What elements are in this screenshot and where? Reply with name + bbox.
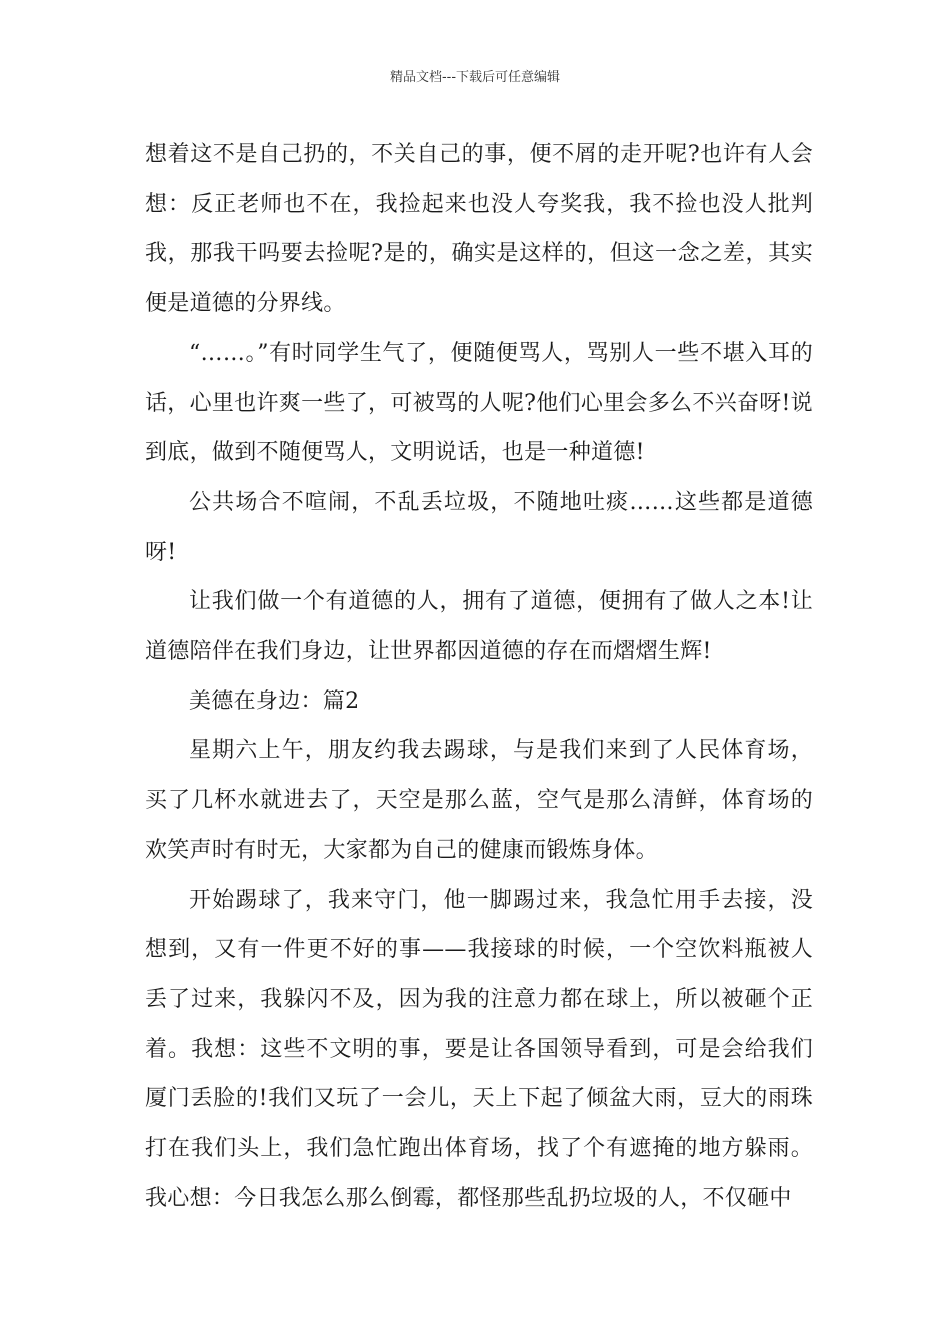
paragraph-3: 公共场合不喧闹，不乱丢垃圾，不随地吐痰……这些都是道德呀! bbox=[145, 489, 813, 565]
document-body bbox=[145, 130, 813, 1223]
section-heading: 美德在身边：篇2 bbox=[189, 688, 360, 714]
paragraph-1: 想着这不是自己扔的，不关自己的事，便不屑的走开呢?也许有人会想：反正老师也不在，我捡起来也没人夸奖我，我不捡也没人批判我，那我干吗要去捡呢?是的，确实是这样的，但这一念之差，其实便是道德的分界线。 bbox=[145, 142, 813, 317]
paragraph-4: 让我们做一个有道德的人，拥有了道德，便拥有了做人之本!让道德陪伴在我们身边，让世界都因道德的存在而熠熠生辉! bbox=[145, 589, 813, 665]
page-header: 精品文档---下载后可任意编辑 bbox=[389, 70, 561, 85]
paragraph-6: 开始踢球了，我来守门，他一脚踢过来，我急忙用手去接，没想到，又有一件更不好的事——我接球的时候，一个空饮料瓶被人丢了过来，我躲闪不及，因为我的注意力都在球上，所以被砸个正着。我想：这些不文明的事，要是让各国领导看到，可是会给我们厦门丢脸的!我们又玩了一会儿，天上下起了倾盆大雨，豆大的雨珠打在我们头上，我们急忙跑出体育场，找了个有遮掩的地方躲雨。我心想：今日我怎么那么倒霉，都怪那些乱扔垃圾的人，不仅砸中 bbox=[145, 887, 813, 1211]
paragraph-5: 星期六上午，朋友约我去踢球，与是我们来到了人民体育场，买了几杯水就进去了，天空是那么蓝，空气是那么清鲜，体育场的欢笑声时有时无，大家都为自己的健康而锻炼身体。 bbox=[145, 738, 813, 863]
paragraph-2: “……。”有时同学生气了，便随便骂人，骂别人一些不堪入耳的话，心里也许爽一些了，可被骂的人呢?他们心里会多么不兴奋呀!说到底，做到不随便骂人，文明说话，也是一种道德! bbox=[145, 340, 813, 466]
